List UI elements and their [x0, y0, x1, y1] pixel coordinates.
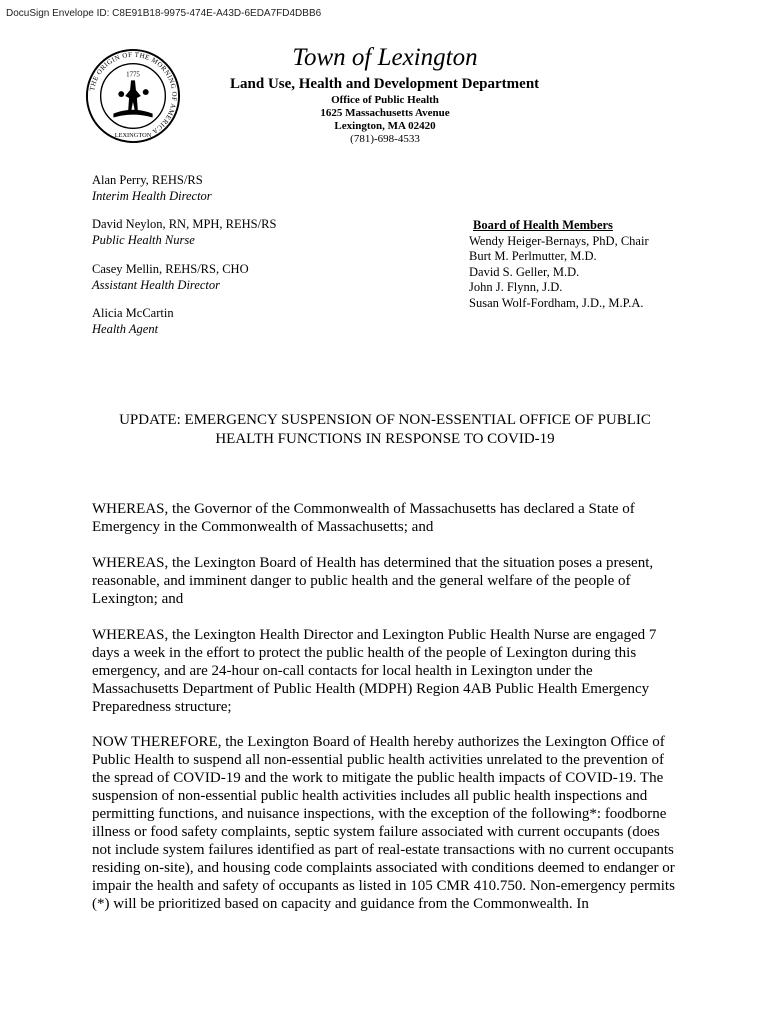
- seal-ring-text: THE ORIGIN OF THE MORNING OF AMERICA: [89, 51, 178, 135]
- board-heading: Board of Health Members: [473, 218, 613, 232]
- staff-role: Interim Health Director: [92, 189, 212, 203]
- staff-role: Health Agent: [92, 322, 159, 336]
- staff-member: [92, 305, 174, 337]
- docusign-envelope-id: DocuSign Envelope ID: C8E91B18-9975-474E-A43D-6EDA7FD4DBB6: [6, 8, 322, 19]
- document-title: [92, 411, 678, 449]
- town-name: Town of Lexington: [292, 44, 478, 71]
- office-name: Office of Public Health: [331, 94, 439, 106]
- board-member: David S. Geller, M.D.: [469, 264, 580, 279]
- staff-member: [92, 172, 212, 204]
- staff-role: Assistant Health Director: [92, 278, 221, 292]
- document-title-line1: UPDATE: EMERGENCY SUSPENSION OF NON-ESSENTIAL OFFICE OF PUBLIC: [119, 412, 651, 428]
- board-member: Wendy Heiger-Bernays, PhD, Chair: [469, 233, 649, 248]
- whereas-paragraph-3: WHEREAS, the Lexington Health Director and Lexington Public Health Nurse are engaged 7 days a week in the effort to protect the public health of the people of Lexington during this emergency, and are 24-hour on-call contacts for local health in Lexington under the Massachusetts Department of Public Health (MDPH) Region 4AB Public Health Emergency Preparedness structure;: [92, 627, 657, 715]
- staff-name: Alicia McCartin: [92, 306, 174, 320]
- office-phone: (781)-698-4533: [350, 133, 420, 145]
- document-title-line2: HEALTH FUNCTIONS IN RESPONSE TO COVID-19: [215, 431, 555, 447]
- board-member: Susan Wolf-Fordham, J.D., M.P.A.: [469, 295, 644, 310]
- staff-name: David Neylon, RN, MPH, REHS/RS: [92, 217, 277, 231]
- now-therefore-paragraph: NOW THEREFORE, the Lexington Board of Health hereby authorizes the Lexington Office of Public Health to suspend all non-essential public health activities unrelated to the prevention of the spread of COVID-19 and the work to mitigate the public health impacts of COVID-19. The suspension of non-essential public health activities includes all public health inspections and permitting functions, and nuisance inspections, with the exception of the following*: foodborne illness or food safety complaints, septic system failure associated with current occupants (does not include system failures identified as part of real-estate transactions with no current occupants residing on-site), and housing code complaints associated with conditions deemed to endanger or impair the health and safety of occupants as listed in 105 CMR 410.750. Non-emergency permits (*) will be prioritized based on capacity and guidance from the Commonwealth. In: [92, 734, 675, 912]
- board-member: Burt M. Perlmutter, M.D.: [469, 249, 597, 263]
- seal-year: 1775: [126, 71, 140, 79]
- board-of-health-list: [469, 218, 649, 311]
- department-name: Land Use, Health and Development Department: [230, 76, 540, 92]
- whereas-paragraph-2: WHEREAS, the Lexington Board of Health has determined that the situation poses a present, reasonable, and imminent danger to public health and the general welfare of the people of Lexington; and: [92, 555, 654, 607]
- office-address-line2: Lexington, MA 02420: [334, 120, 436, 132]
- staff-member: [92, 216, 276, 248]
- seal-bottom-text: LEXINGTON: [114, 132, 152, 140]
- staff-member: [92, 261, 249, 293]
- staff-name: Alan Perry, REHS/RS: [92, 173, 203, 187]
- board-member: John J. Flynn, J.D.: [469, 280, 563, 294]
- office-address-line1: 1625 Massachusetts Avenue: [320, 107, 450, 119]
- staff-name: Casey Mellin, REHS/RS, CHO: [92, 262, 249, 276]
- staff-role: Public Health Nurse: [92, 233, 195, 247]
- whereas-paragraph-1: WHEREAS, the Governor of the Commonwealth of Massachusetts has declared a State of Emergency in the Commonwealth of Massachusetts; and: [92, 501, 635, 535]
